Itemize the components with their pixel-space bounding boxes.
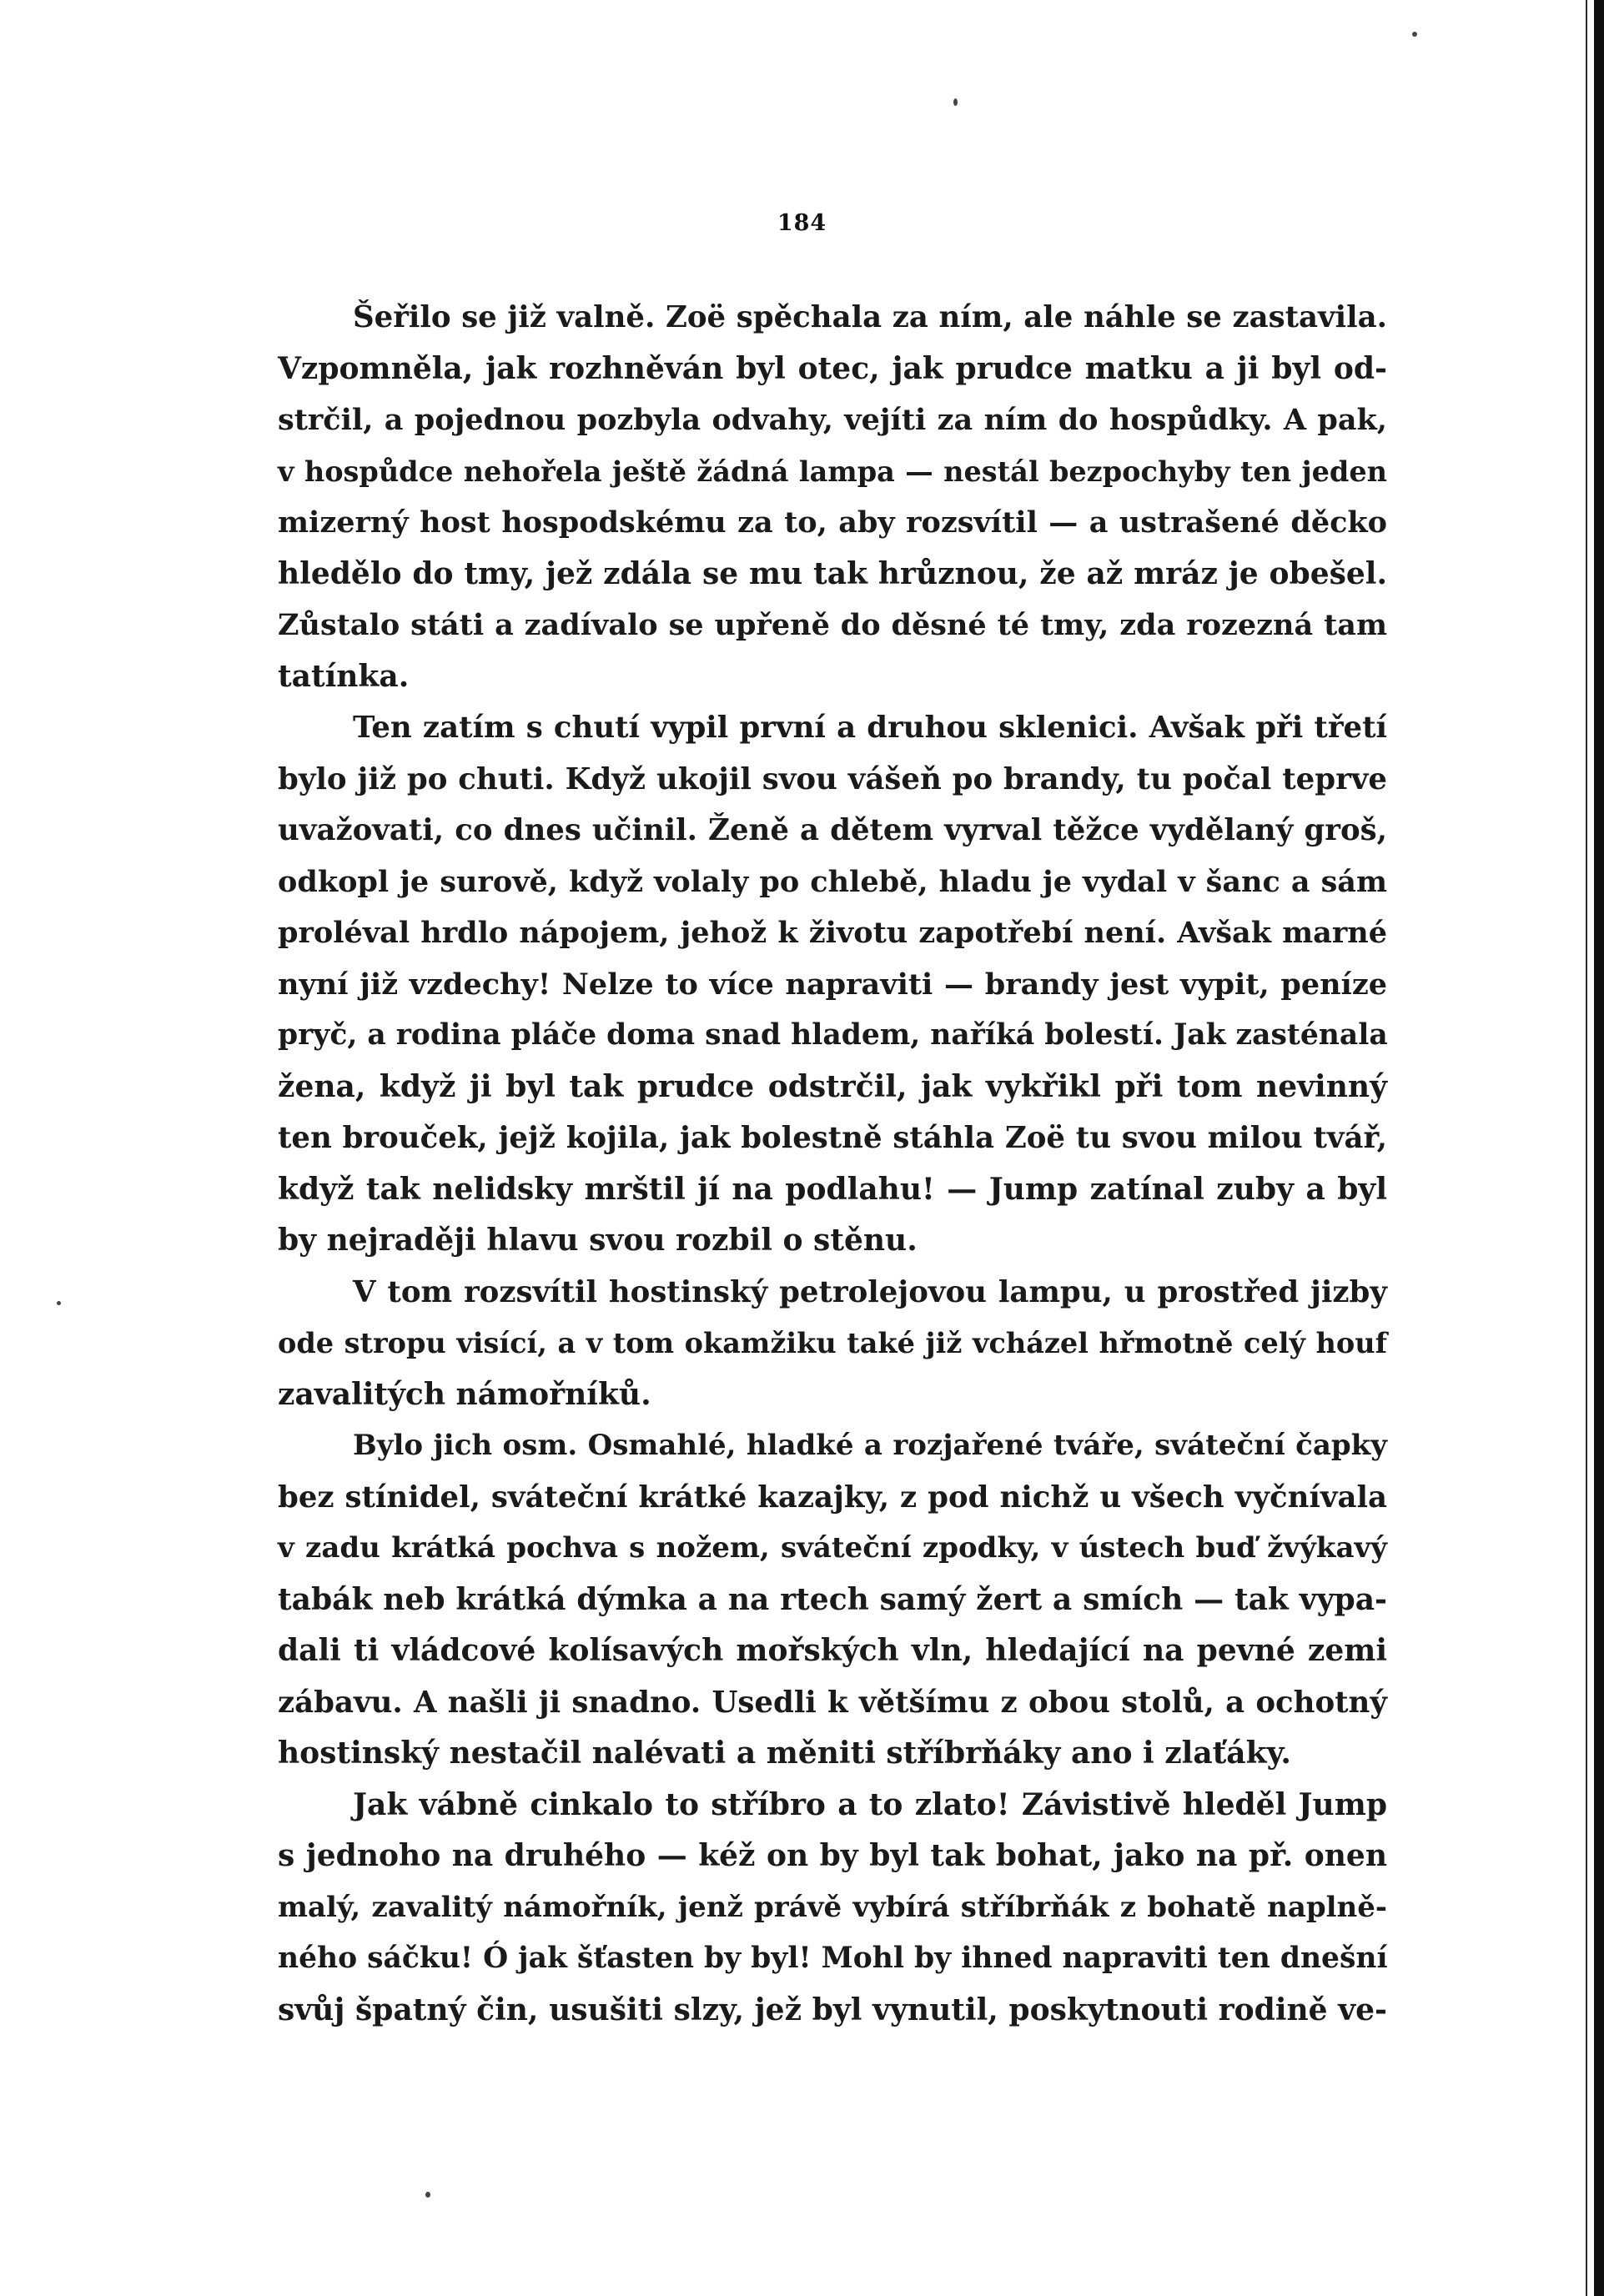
text-line: v hospůdce nehořela ještě žádná lampa — nestál bezpochyby ten jeden	[278, 455, 1387, 488]
scan-speck	[57, 1301, 61, 1305]
text-line: Bylo jich osm. Osmahlé, hladké a rozjařené tváře, sváteční čapky	[353, 1429, 1387, 1462]
text-line: Šeřilo se již valně. Zoë spěchala za ním, ale náhle se zastavila.	[353, 300, 1387, 334]
scan-edge	[1594, 0, 1604, 2296]
text-line: Zůstalo státi a zadívalo se upřeně do děsné té tmy, zda rozezná tam	[278, 608, 1387, 642]
scan-speck	[1412, 32, 1417, 37]
text-line: tabák neb krátká dýmka a na rtech samý žert a smích — tak vypa-	[278, 1581, 1387, 1617]
text-line: žena, když ji byl tak prudce odstrčil, jak vykřikl při tom nevinný	[278, 1068, 1387, 1104]
text-line: zavalitých námořníků.	[278, 1376, 651, 1412]
text-line: v zadu krátká pochva s nožem, sváteční zpodky, v ústech buď žvýkavý	[278, 1531, 1387, 1565]
text-line: strčil, a pojednou pozbyla odvahy, vejíti za ním do hospůdky. A pak,	[278, 403, 1387, 437]
text-line: mizerný host hospodskému za to, aby rozsvítil — a ustrašené děcko	[278, 505, 1387, 540]
text-line: malý, zavalitý námořník, jenž právě vybírá stříbrňák z bohatě naplně-	[278, 1890, 1387, 1924]
scan-speck	[953, 98, 958, 106]
text-line: Jak vábně cinkalo to stříbro a to zlato! Závistivě hleděl Jump	[353, 1786, 1387, 1822]
text-line: bez stínidel, sváteční krátké kazajky, z pod nichž u všech vyčnívala	[278, 1480, 1387, 1515]
page-number: 184	[777, 210, 827, 236]
text-line: Ten zatím s chutí vypil první a druhou sklenici. Avšak při třetí	[353, 711, 1387, 745]
text-line: zábavu. A našli ji snadno. Usedli k většímu z obou stolů, a ochotný	[278, 1685, 1387, 1720]
text-line: Vzpomněla, jak rozhněván byl otec, jak prudce matku a ji byl od-	[278, 350, 1387, 386]
text-line: ného sáčku! Ó jak šťasten by byl! Mohl by ihned napraviti ten dnešní	[278, 1942, 1388, 1975]
text-line: ten brouček, jejž kojila, jak bolestně stáhla Zoë tu svou milou tvář,	[278, 1121, 1387, 1155]
scan-speck	[425, 2192, 430, 2198]
text-line: bylo již po chuti. Když ukojil svou vášeň po brandy, tu počal teprve	[278, 761, 1387, 796]
text-line: nyní již vzdechy! Nelze to více napraviti — brandy jest vypit, peníze	[278, 967, 1387, 1002]
text-line: hledělo do tmy, jež zdála se mu tak hrůznou, že až mráz je obešel.	[278, 555, 1387, 591]
text-line: proléval hrdlo nápojem, jehož k životu zapotřebí není. Avšak marné	[278, 916, 1387, 950]
text-line: když tak nelidsky mrštil jí na podlahu! — Jump zatínal zuby a byl	[278, 1171, 1387, 1207]
text-line: svůj špatný čin, usušiti slzy, jež byl vynutil, poskytnouti rodině ve-	[278, 1992, 1387, 2027]
text-line: pryč, a rodina pláče doma snad hladem, naříká bolestí. Jak zasténala	[278, 1018, 1388, 1052]
text-line: tatínka.	[278, 658, 410, 694]
text-line: dali ti vládcové kolísavých mořských vln, hledající na pevné zemi	[278, 1633, 1387, 1668]
text-line: V tom rozsvítil hostinský petrolejovou lampu, u prostřed jizby	[353, 1274, 1387, 1309]
scan-edge-line	[1586, 0, 1587, 2296]
text-line: s jednoho na druhého — kéž on by byl tak bohat, jako na př. onen	[278, 1838, 1387, 1873]
text-line: odkopl je surově, když volaly po chlebě, hladu je vydal v šanc a sám	[278, 864, 1387, 899]
body-text	[278, 292, 1387, 2036]
text-line: uvažovati, co dnes učinil. Ženě a dětem vyrval těžce vydělaný groš,	[278, 813, 1387, 847]
text-line: ode stropu visící, a v tom okamžiku také již vcházel hřmotně celý houf	[278, 1327, 1387, 1359]
text-line: by nejraději hlavu svou rozbil o stěnu.	[278, 1223, 918, 1258]
text-line: hostinský nestačil nalévati a měniti stříbrňáky ano i zlaťáky.	[278, 1736, 1291, 1771]
